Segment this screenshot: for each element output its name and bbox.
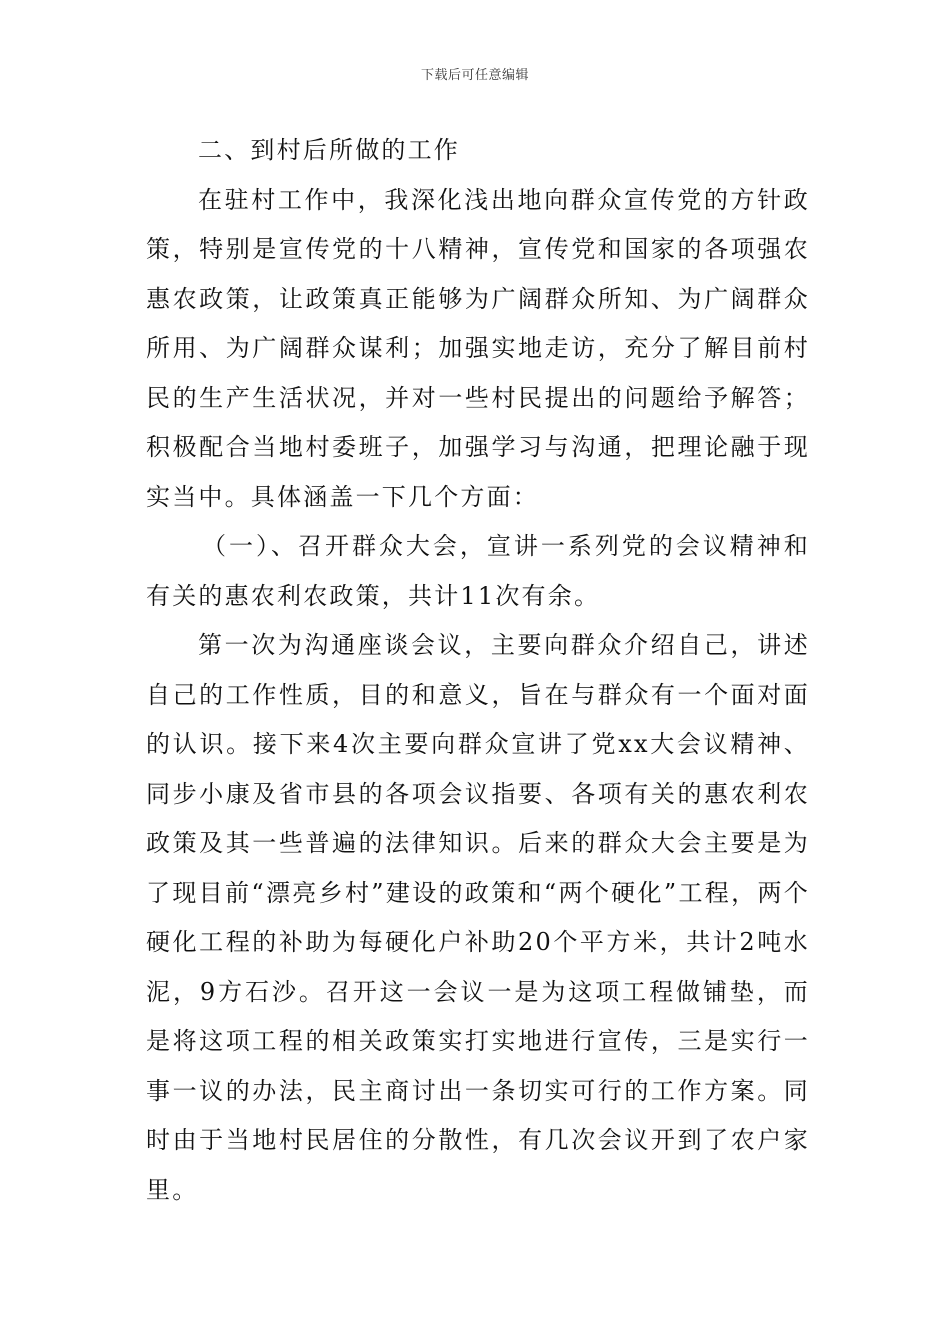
section-heading: 二、到村后所做的工作 <box>198 136 460 164</box>
document-body <box>146 126 810 1215</box>
paragraph-subsection-1: （一）、召开群众大会，宣讲一系列党的会议精神和有关的惠农利农政策，共计11次有余。 <box>146 532 810 610</box>
paragraph-meetings: 第一次为沟通座谈会议，主要向群众介绍自己，讲述自己的工作性质，目的和意义，旨在与群众有一个面对面的认识。接下来4次主要向群众宣讲了党xx大会议精神、同步小康及省市县的各项会议指要、各项有关的惠农利农政策及其一些普遍的法律知识。后来的群众大会主要是为了现目前“漂亮乡村”建设的政策和“两个硬化”工程，两个硬化工程的补助为每硬化户补助20个平方米，共计2吨水泥，9方石沙。召开这一会议一是为这项工程做铺垫，而是将这项工程的相关政策实打实地进行宣传，三是实行一事一议的办法，民主商讨出一条切实可行的工作方案。同时由于当地村民居住的分散性，有几次会议开到了农户家里。 <box>146 631 810 1204</box>
page-header-note: 下载后可任意编辑 <box>420 68 529 83</box>
paragraph-intro: 在驻村工作中，我深化浅出地向群众宣传党的方针政策，特别是宣传党的十八精神，宣传党和国家的各项强农惠农政策，让政策真正能够为广阔群众所知、为广阔群众所用、为广阔群众谋利；加强实地走访，充分了解目前村民的生产生活状况，并对一些村民提出的问题给予解答；积极配合当地村委班子，加强学习与沟通，把理论融于现实当中。具体涵盖一下几个方面： <box>146 185 810 511</box>
